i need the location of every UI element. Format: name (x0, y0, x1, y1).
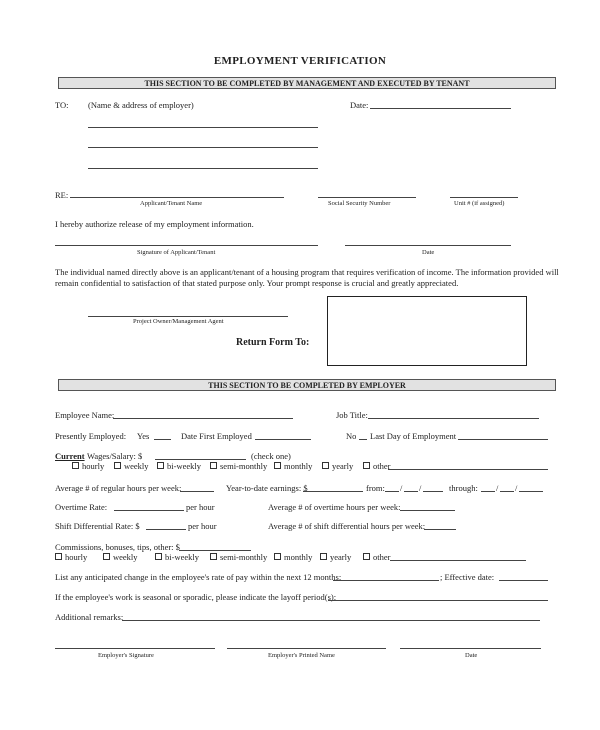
date-slash-icon: / (419, 483, 422, 493)
employer-date-label: Date (465, 652, 478, 659)
ssn-field[interactable] (318, 197, 416, 198)
ssn-label: Social Security Number (328, 200, 391, 207)
confidential-paragraph-line-2: remain confidential to satisfaction of that stated purpose only. Your prompt response is crucial and greatly appreciated. (55, 278, 459, 288)
applicant-date-label: Date (422, 249, 435, 256)
freq-biweekly-checkbox[interactable]: bi-weekly (157, 461, 201, 471)
yes-option: Yes (137, 431, 150, 441)
employer-address-line-3[interactable] (88, 168, 318, 169)
wages-field[interactable] (155, 459, 246, 460)
avg-shift-field[interactable] (424, 529, 456, 530)
overtime-rate-label: Overtime Rate: (55, 502, 108, 512)
comm-other-checkbox[interactable]: other (363, 552, 390, 562)
seasonal-label: If the employee's work is seasonal or sporadic, please indicate the layoff period(s): (55, 592, 337, 602)
comm-hourly-checkbox[interactable]: hourly (55, 552, 87, 562)
avg-shift-label: Average # of shift differential hours per week: (268, 521, 426, 531)
ytd-earnings-label: Year-to-date earnings: $ (226, 483, 308, 493)
date-first-employed-field[interactable] (255, 439, 311, 440)
comm-yearly-checkbox[interactable]: yearly (320, 552, 351, 562)
from-label: from: (366, 483, 385, 493)
last-day-field[interactable] (458, 439, 548, 440)
wages-label: Wages/Salary: $ (87, 451, 143, 461)
avg-overtime-label: Average # of overtime hours per week: (268, 502, 401, 512)
checkbox-icon (274, 553, 281, 560)
employer-address-line-1[interactable] (88, 127, 318, 128)
employer-signature-label: Employer's Signature (98, 652, 154, 659)
date-slash-icon: / (496, 483, 499, 493)
avg-regular-hours-field[interactable] (180, 491, 214, 492)
employer-signature-field[interactable] (55, 648, 215, 649)
freq-monthly-checkbox[interactable]: monthly (274, 461, 312, 471)
page-title: EMPLOYMENT VERIFICATION (213, 55, 387, 67)
seasonal-field[interactable] (328, 600, 548, 601)
from-year-field[interactable] (423, 491, 443, 492)
employee-name-label: Employee Name: (55, 410, 115, 420)
re-label: RE: (55, 190, 69, 200)
anticipated-change-field[interactable] (333, 580, 439, 581)
section-header-employer: THIS SECTION TO BE COMPLETED BY EMPLOYER (58, 379, 556, 391)
employer-printed-name-field[interactable] (227, 648, 386, 649)
checkbox-icon (155, 553, 162, 560)
presently-employed-label: Presently Employed: (55, 431, 127, 441)
from-day-field[interactable] (404, 491, 418, 492)
shift-rate-label: Shift Differential Rate: $ (55, 521, 140, 531)
comm-other-field[interactable] (390, 560, 526, 561)
to-hint: (Name & address of employer) (88, 100, 194, 110)
return-address-box[interactable] (327, 296, 527, 366)
remarks-field[interactable] (122, 620, 540, 621)
freq-weekly-checkbox[interactable]: weekly (114, 461, 149, 471)
commissions-label: Commissions, bonuses, tips, other: $ (55, 542, 180, 552)
applicant-name-field[interactable] (70, 197, 284, 198)
freq-other-field[interactable] (388, 469, 548, 470)
checkbox-icon (363, 462, 370, 469)
checkbox-icon (72, 462, 79, 469)
date-label: Date: (350, 100, 369, 110)
checkbox-icon (320, 553, 327, 560)
owner-agent-field[interactable] (88, 316, 288, 317)
checkbox-icon (363, 553, 370, 560)
date-slash-icon: / (515, 483, 518, 493)
unit-label: Unit # (if assigned) (454, 200, 505, 207)
checkbox-icon (210, 553, 217, 560)
authorize-text: I hereby authorize release of my employment information. (55, 219, 254, 229)
freq-semimonthly-checkbox[interactable]: semi-monthly (210, 461, 267, 471)
checkbox-icon (322, 462, 329, 469)
checkbox-icon (274, 462, 281, 469)
to-label: TO: (55, 100, 69, 110)
through-day-field[interactable] (500, 491, 514, 492)
no-option: No (346, 431, 357, 441)
employer-printed-name-label: Employer's Printed Name (268, 652, 335, 659)
freq-yearly-checkbox[interactable]: yearly (322, 461, 353, 471)
through-label: through: (449, 483, 478, 493)
checkbox-icon (157, 462, 164, 469)
employer-date-field[interactable] (400, 648, 541, 649)
checkbox-icon (55, 553, 62, 560)
applicant-signature-field[interactable] (55, 245, 318, 246)
freq-other-checkbox[interactable]: other (363, 461, 390, 471)
applicant-signature-label: Signature of Applicant/Tenant (137, 249, 216, 256)
date-slash-icon: / (400, 483, 403, 493)
section-header-management: THIS SECTION TO BE COMPLETED BY MANAGEMENT AND EXECUTED BY TENANT (58, 77, 556, 89)
return-form-label: Return Form To: (236, 337, 310, 348)
job-title-field[interactable] (368, 418, 539, 419)
commissions-field[interactable] (179, 550, 251, 551)
comm-weekly-checkbox[interactable]: weekly (103, 552, 138, 562)
date-first-employed-label: Date First Employed (181, 431, 252, 441)
yes-field[interactable] (154, 439, 171, 440)
shift-rate-field[interactable] (146, 529, 186, 530)
overtime-rate-field[interactable] (114, 510, 184, 511)
applicant-date-field[interactable] (345, 245, 511, 246)
overtime-per-hour-label: per hour (186, 502, 215, 512)
checkbox-icon (114, 462, 121, 469)
current-label: Current (55, 451, 85, 461)
check-one-label: (check one) (251, 451, 291, 461)
applicant-name-label: Applicant/Tenant Name (140, 200, 203, 207)
checkbox-icon (210, 462, 217, 469)
effective-date-label: ; Effective date: (440, 572, 495, 582)
freq-hourly-checkbox[interactable]: hourly (72, 461, 104, 471)
avg-overtime-field[interactable] (400, 510, 455, 511)
comm-biweekly-checkbox[interactable]: bi-weekly (155, 552, 199, 562)
through-year-field[interactable] (519, 491, 543, 492)
owner-agent-label: Project Owner/Management Agent (133, 318, 224, 325)
employer-address-line-2[interactable] (88, 147, 318, 148)
avg-regular-hours-label: Average # of regular hours per week: (55, 483, 182, 493)
employee-name-field[interactable] (113, 418, 293, 419)
date-field[interactable] (370, 108, 511, 109)
comm-monthly-checkbox[interactable]: monthly (274, 552, 312, 562)
last-day-label: Last Day of Employment (370, 431, 457, 441)
effective-date-field[interactable] (499, 580, 548, 581)
confidential-paragraph-line-1: The individual named directly above is an applicant/tenant of a housing program that requires verification of income. The information provided will (55, 267, 559, 277)
checkbox-icon (103, 553, 110, 560)
job-title-label: Job Title: (336, 410, 368, 420)
comm-semimonthly-checkbox[interactable]: semi-monthly (210, 552, 267, 562)
remarks-label: Additional remarks: (55, 612, 124, 622)
anticipated-change-label: List any anticipated change in the employee's rate of pay within the next 12 months: (55, 572, 342, 582)
from-month-field[interactable] (385, 491, 399, 492)
ytd-earnings-field[interactable] (303, 491, 363, 492)
no-field[interactable] (359, 439, 367, 440)
through-month-field[interactable] (481, 491, 495, 492)
unit-field[interactable] (450, 197, 518, 198)
shift-per-hour-label: per hour (188, 521, 217, 531)
